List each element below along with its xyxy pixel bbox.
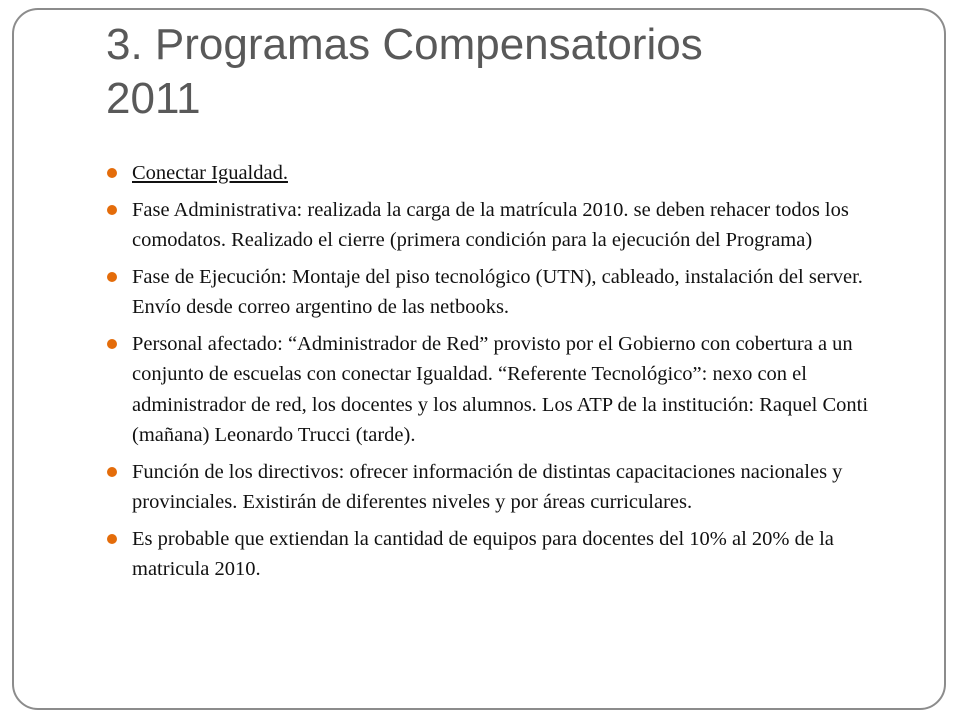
bullet-dot-icon	[107, 534, 117, 544]
slide-title-line1: 3. Programas Compensatorios	[106, 20, 703, 69]
bullet-dot-icon	[107, 272, 117, 282]
slide-title	[106, 18, 906, 126]
bullet-item	[105, 158, 895, 189]
bullet-text: Función de los directivos: ofrecer información de distintas capacitaciones nacionales y provinciales. Existirán de diferentes niveles y por áreas curriculares.	[132, 460, 843, 513]
bullet-dot-icon	[107, 467, 117, 477]
bullet-text: Conectar Igualdad.	[132, 162, 288, 184]
bullet-item	[105, 457, 895, 518]
bullet-item	[105, 262, 895, 323]
bullet-dot-icon	[107, 205, 117, 215]
bullet-item	[105, 524, 895, 585]
bullet-dot-icon	[107, 168, 117, 178]
bullet-text: Es probable que extiendan la cantidad de equipos para docentes del 10% al 20% de la matricula 2010.	[132, 527, 834, 580]
bullet-item	[105, 329, 895, 451]
bullet-dot-icon	[107, 339, 117, 349]
bullet-text: Fase de Ejecución: Montaje del piso tecnológico (UTN), cableado, instalación del server. Envío desde correo argentino de las netbooks.	[132, 265, 863, 318]
bullet-text: Personal afectado: “Administrador de Red” provisto por el Gobierno con cobertura a un conjunto de escuelas con conectar Igualdad. “Referente Tecnológico”: nexo con el administrador de red, los docentes y los alumnos. Los ATP de la institución: Raquel Conti (mañana) Leonardo Trucci (tarde).	[132, 332, 869, 446]
bullet-list	[105, 158, 895, 591]
slide-title-line2: 2011	[106, 74, 201, 123]
bullet-text: Fase Administrativa: realizada la carga de la matrícula 2010. se deben rehacer todos los comodatos. Realizado el cierre (primera condición para la ejecución del Programa)	[132, 198, 849, 251]
bullet-item	[105, 195, 895, 256]
